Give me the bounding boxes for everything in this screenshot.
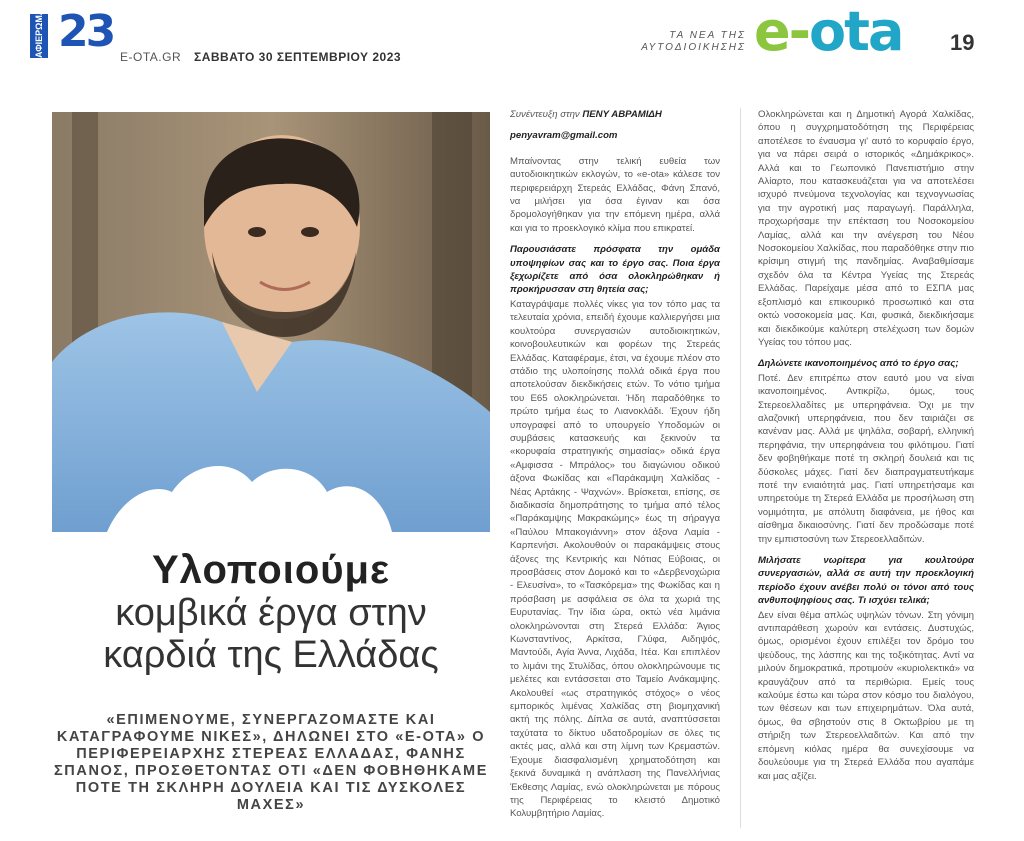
headline-line-1: κομβικά έργα στην xyxy=(115,592,427,634)
question-3: Μιλήσατε νωρίτερα για κουλτούρα συνεργασιών, αλλά σε αυτή την προεκλογική περίοδο έχουν ανέβει πολύ οι τόνοι από τους ανθυποψηφίους σας. Τι ισχύει τελικά; xyxy=(758,555,974,607)
logo-tagline: ΤΑ ΝΕΑ ΤΗΣ ΑΥΤΟΔΙΟΙΚΗΣΗΣ xyxy=(641,30,746,53)
question-1: Παρουσιάσατε πρόσφατα την ομάδα υποψηφίων σας και το έργο σας. Ποια έργα ξεχωρίζετε από όσα ολοκληρώθηκαν ή προκήρυσσαν στη θητεία σας; xyxy=(510,244,720,296)
issue-date: ΣΑΒΒΑΤΟ 30 ΣΕΠΤΕΜΒΡΙΟΥ 2023 xyxy=(194,50,402,64)
page-header xyxy=(0,0,1024,72)
answer-3: Δεν είναι θέμα απλώς υψηλών τόνων. Στη γόνιμη αντιπαράθεση χωρούν και εντάσεις. Δυστυχώς, όμως, ορισμένοι έχουν επιλέξει τον δρόμο του ψεύδους, της λάσπης και της τοξικότητας. Αντί να μιλούν δημοκρατικά, προτιμούν «κυριολεκτικά» να κραυγάζουν από τα περιθώρια. Εμείς τους καλούμε έστω και τώρα στον κόσμο του διαλόγου, των θέσεων και των επιχειρημάτων. Όλα αυτά, όμως, θα σβηστούν στις 8 Οκτωβρίου με τη στήριξη των Στερεοελλαδιτών. Και από την επόμενη κιόλας ημέρα θα συνεχίσουμε να δουλεύουμε για τη Στερεά Ελλάδα που αγαπάμε και μας αξίζει. xyxy=(758,609,974,782)
page-number: 19 xyxy=(950,30,975,55)
answer-1: Καταγράψαμε πολλές νίκες για τον τόπο μας τα τελευταία χρόνια, επειδή έχουμε καλλιεργήσει μια κουλτούρα συνεργασιών αυτοδιοικητικών, κοινοβουλευτικών και φορέων της Στερεάς Ελλάδας. Καταφέραμε, έτσι, να έχουμε πλέον στο στάδιο της υλοποίησης πολλά οδικά έργα που αποτελούσαν διεκδικήσεις ετών. Το νότιο τμήμα του Ε65 ολοκληρώνεται. Ήδη παραδόθηκε το πρώτο τμήμα έως το Λιανοκλάδι. Έχουν ήδη υπογραφεί από το υπουργείο Υποδομών οι συμβάσεις κατασκευής και ξεκινούν τα «κορυφαία στρατηγικής σημασίας» οδικά έργα «Αμφισσα - Μπράλος» του διαγώνιου οδικού άξονα Φωκίδας και «Παράκαμψη Χαλκίδας - Νέας Αρτάκης - Ψαχνών». Βρίσκεται, επίσης, σε διαδικασία δημοπράτησης το τμήμα από τέλος «Παράκαμψης Μακρακώμης» έως τη σήραγγα «Παύλου Μπακογιάννη» στον άξονα Λαμία - Καρπενήσι. Ακολουθούν οι παρακάμψεις στους άξονες της Κεντρικής και Νότιας Εύβοιας, οι προσβάσεις στον Δομοκό και το «Δερβενοχώρια - Ελευσίνα», το «Τασκόρεμα» της Φωκίδας και η πρόσβαση με ασφάλεια σε όλα τα χωριά της Ευρυτανίας. Την ίδια ώρα, οκτώ νέα λιμάνια ολοκληρώνονται στη Στερεά Ελλάδα: Άγιος Κωνσταντίνος, Αρκίτσα, Γλύφα, Αιδηψός, Μαντούδι, Αγία Άννα, Λιχάδα, Ιτέα. Και επιπλέον το λιμάνι της Στυλίδας, όπου ολοκληρώνουμε τις μελέτες και εντάσσεται στο Ταμείο Ανάκαμψης. Ακολουθεί «ως στρατηγικός στόχος» ο νέος εμπορικός λιμένας Χαλκίδας στη βιομηχανική ακτή της πόλης. Δίπλα σε αυτά, αναπτύσσεται ταχύτατα το δίκτυο υδατοδρομίων σε όλες τις ακτές μας, αλλά και στη λίμνη των Κρεμαστών. Έχουμε διασφαλισμένη χρηματοδότηση και ξεκινά δυναμικά η ανάπλαση της Πανελλήνιας Έκθεσης Λαμίας, ενώ ολοκληρώνεται με πόρους της Περιφέρειας το κλειστό Δημοτικό Κολυμβητήριο Λαμίας. xyxy=(510,298,720,820)
intro-paragraph: Μπαίνοντας στην τελική ευθεία των αυτοδιοικητικών εκλογών, το «e-ota» κάλεσε τον περιφερειάρχη Στερεάς Ελλάδας, Φάνη Σπανό, να μιλήσει για όσα έγιναν και όσα δρομολογήθηκαν για την επόμενη ημέρα, αλλά και για το προεκλογικό κλίμα που επικρατεί. xyxy=(510,155,720,234)
author-name: ΠΕΝΥ ΑΒΡΑΜΙΔΗ xyxy=(582,109,662,120)
headline-bold: Υλοποιούμε xyxy=(152,548,390,592)
author-email[interactable]: penyavram@gmail.com xyxy=(510,130,618,142)
byline: Συνέντευξη στην ΠΕΝΥ ΑΒΡΑΜΙΔΗ xyxy=(510,109,662,120)
article-headline xyxy=(52,548,490,676)
site-url[interactable]: E-OTA.GR xyxy=(120,50,182,64)
headline-line-2: καρδιά της Ελλάδας xyxy=(103,634,439,676)
section-number: 23 xyxy=(58,6,114,57)
article-column-1 xyxy=(510,108,720,829)
portrait-photo xyxy=(52,112,490,532)
article-column-2 xyxy=(758,108,974,791)
question-2: Δηλώνετε ικανοποιημένος από το έργο σας; xyxy=(758,358,959,370)
eota-logo: e-ota xyxy=(754,0,903,63)
answer-2: Ποτέ. Δεν επιτρέπω στον εαυτό μου να είναι ικανοποιημένος. Αντικρίζω, όμως, τους Στερεοελλαδίτες με υπερηφάνεια. Όχι με την αλαζονική υπερηφάνεια, που δεν ταιριάζει σε κανέναν μας. Αλλά με ψηλάλα, σοβαρή, ελληνική περηφάνια, την υπερηφάνεια του φιλότιμου. Γιατί δεν φοβηθήκαμε ποτέ τη σκληρή δουλειά και τις δύσκολες μάχες. Γιατί δεν διαπραγματευτήκαμε ποτέ την ενιαιότητά μας. Γιατί υπηρετήσαμε και υπηρετούμε τη Στερεά Ελλάδα με προσήλωση στη νομιμότητα, με απόλυτη διαφάνεια, με ήθος και αίσθημα δικαιοσύνης. Γιατί δεν προδώσαμε ποτέ την εμπιστοσύνη των Στερεοελλαδιτών. xyxy=(758,372,974,545)
section-tag: ΑΦΙΕΡΩΜΑ xyxy=(30,14,48,58)
article-lead: «ΕΠΙΜΕΝΟΥΜΕ, ΣΥΝΕΡΓΑΖΟΜΑΣΤΕ ΚΑΙ ΚΑΤΑΓΡΑΦΟΥΜΕ ΝΙΚΕΣ», ΔΗΛΩΝΕΙ ΣΤΟ «E-OTA» Ο ΠΕΡΙΦΕΡΕΙΑΡΧΗΣ ΣΤΕΡΕΑΣ ΕΛΛΑΔΑΣ, ΦΑΝΗΣ ΣΠΑΝΟΣ, ΠΡΟΣΘΕΤΟΝΤΑΣ ΟΤΙ «ΔΕΝ ΦΟΒΗΘΗΚΑΜΕ ΠΟΤΕ ΤΗ ΣΚΛΗΡΗ ΔΟΥΛΕΙΑ ΚΑΙ ΤΙΣ ΔΥΣΚΟΛΕΣ ΜΑΧΕΣ» xyxy=(54,712,488,813)
answer-1-continued: Ολοκληρώνεται και η Δημοτική Αγορά Χαλκίδας, όπου η συγχρηματοδότηση της Περιφέρειας αποτέλεσε το έναυσμα γι' αυτό το κορυφαίο έργο, για να πάρει σειρά ο ιστορικός «Δημάκρικος». Αλλά και το Γεωπονικό Πανεπιστήμιο στην Αλίαρτο, που κατασκευάζεται για να αποτελέσει ισχυρό πνεύμονα τεχνολογίας και τεχνογνωσίας για την αγροτική μας παραγωγή. Παράλληλα, προχωρήσαμε την επέκταση του Νοσοκομείου Λαμίας, αλλά και την ανέγερση του Νέου Νοσοκομείου Χαλκίδας, που παραδόθηκε στην πιο κρίσιμη στιγμή της πανδημίας. Αναβαθμίσαμε σχεδόν όλα τα Κέντρα Υγείας της Στερεάς Ελλάδας. Παρείχαμε μέσα από το ΕΣΠΑ μας εξοπλισμό και επικουρικό προσωπικό και στα οκτώ νοσοκομεία μας. Και, φυσικά, διεκδικήσαμε και διεκδικούμε καλύτερη στελέχωση των δομών Υγείας του τόπου μας. xyxy=(758,109,974,348)
column-divider xyxy=(740,108,741,828)
